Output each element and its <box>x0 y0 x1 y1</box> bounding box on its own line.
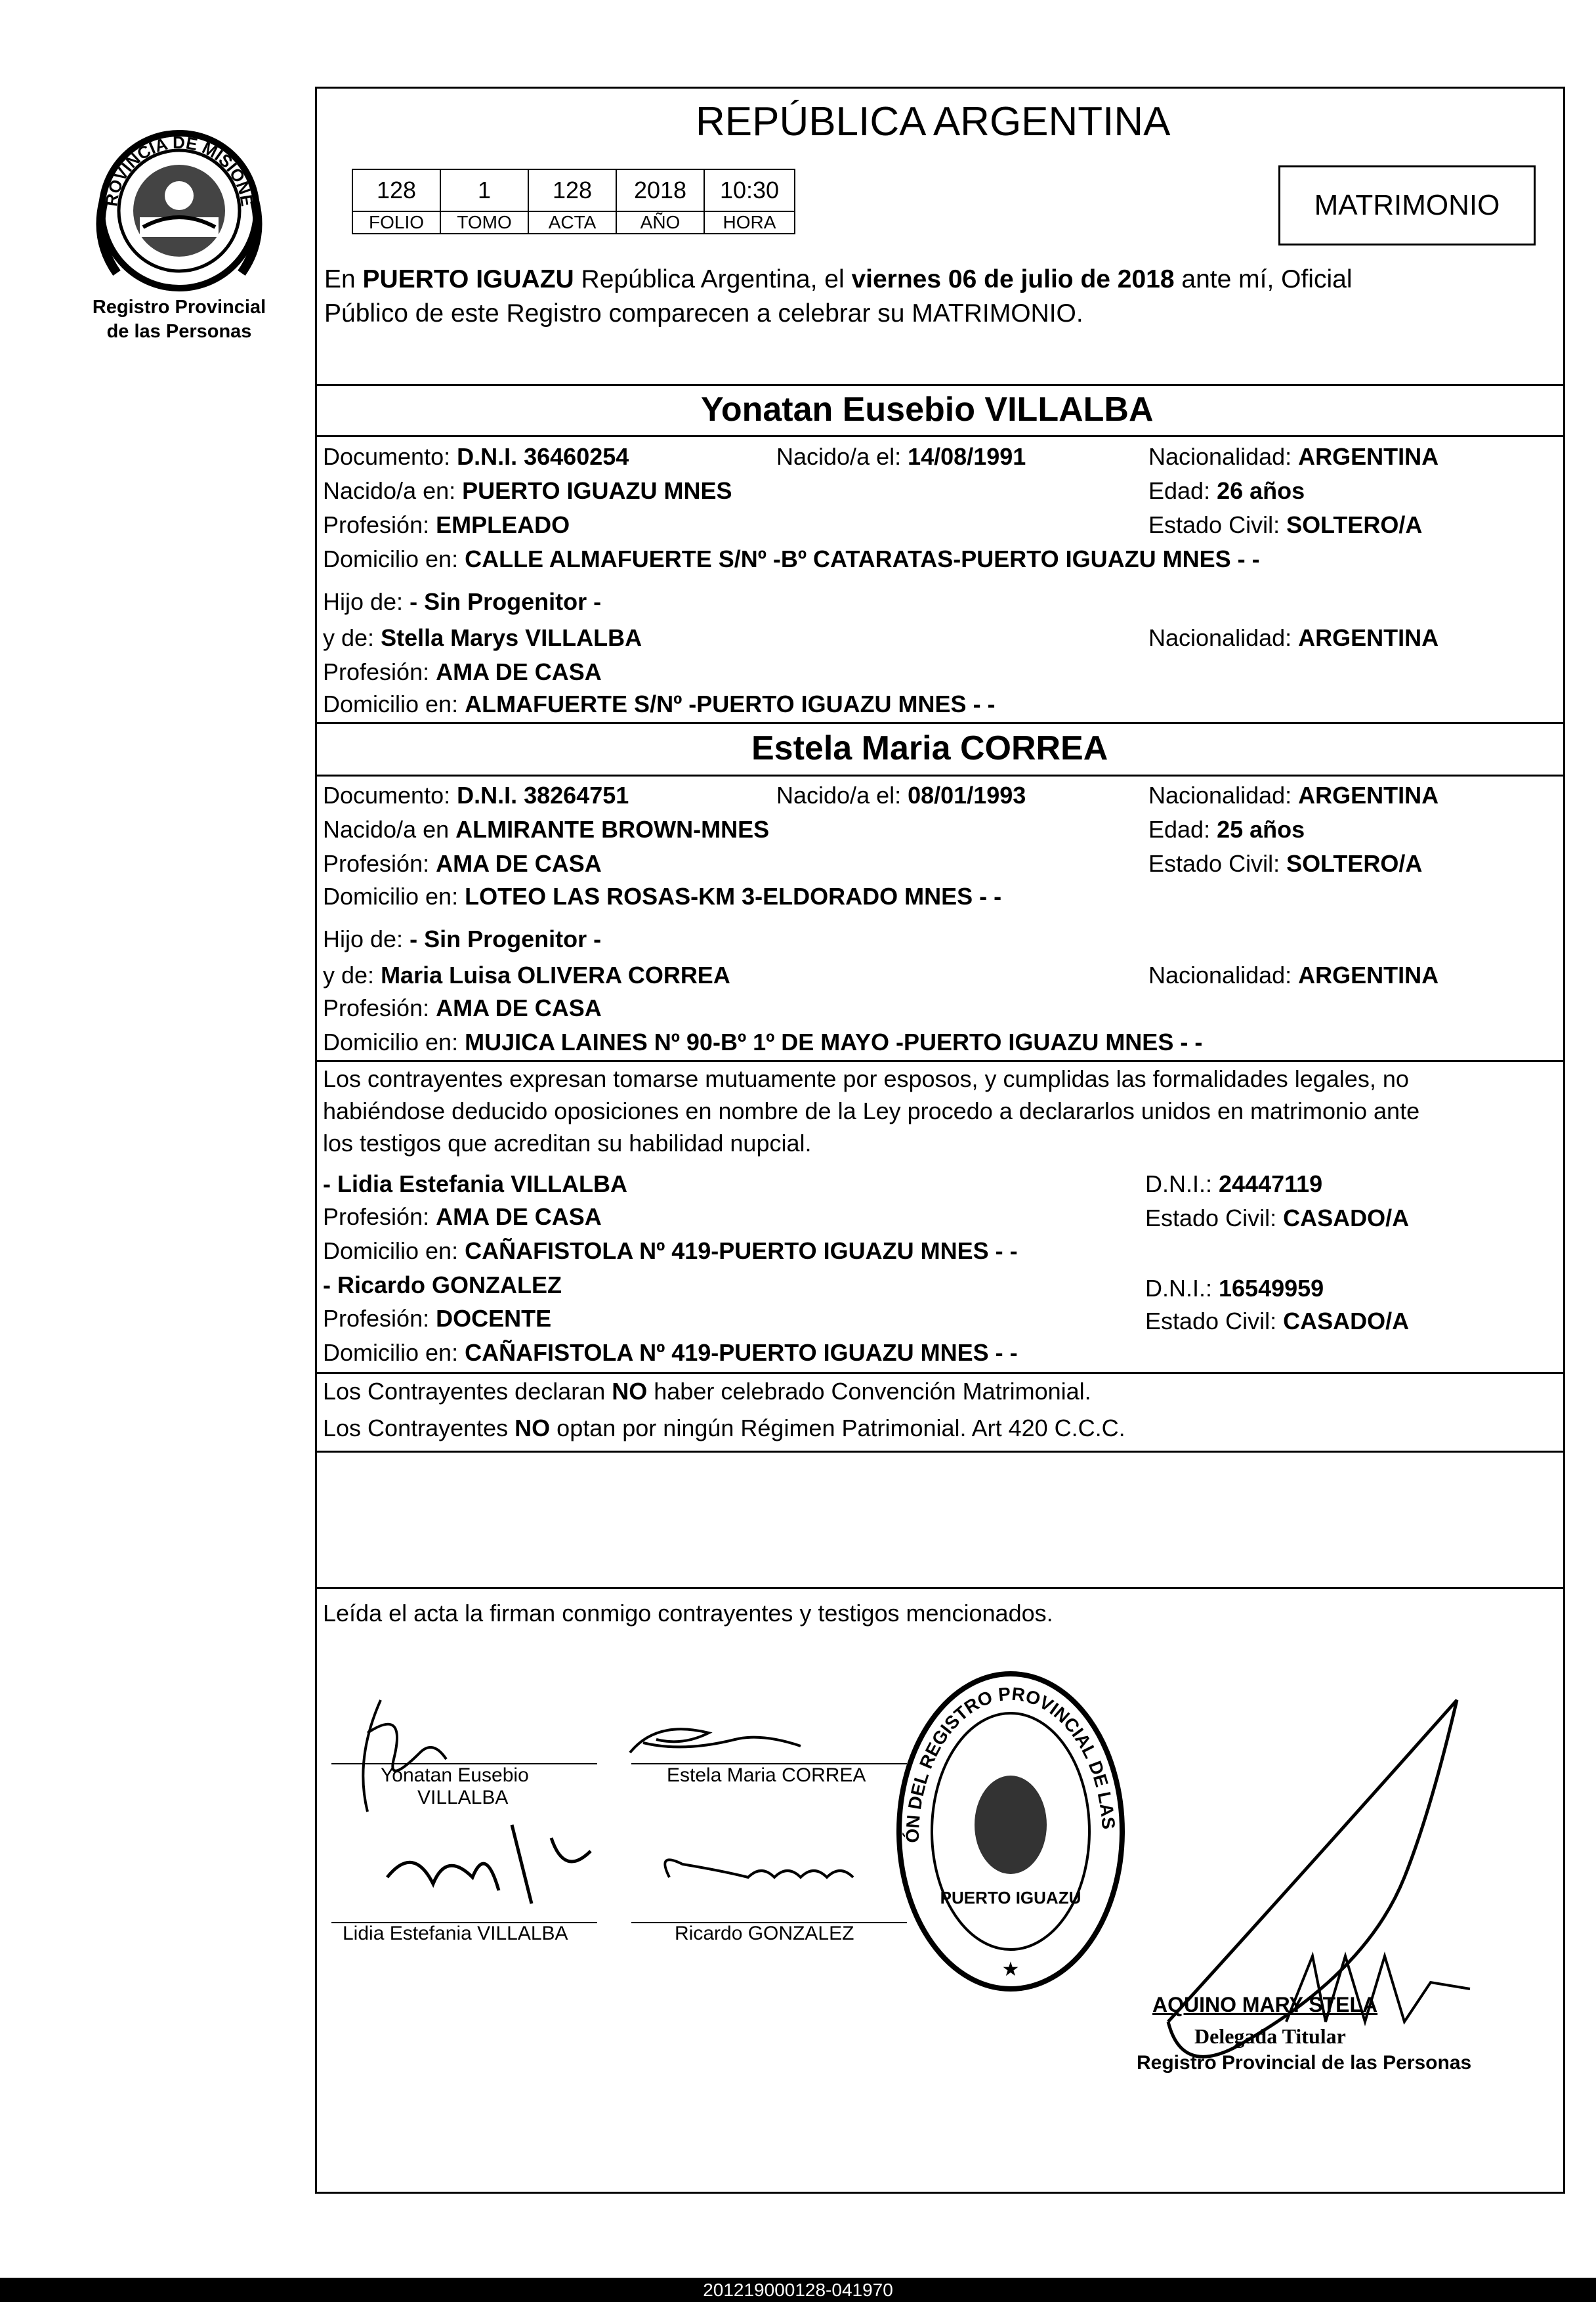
label: Estado Civil: <box>1145 1308 1284 1334</box>
label: Domicilio en: <box>323 1237 465 1264</box>
text: Los Contrayentes declaran <box>323 1378 612 1405</box>
label: Nacido/a el: <box>776 782 908 809</box>
groom-mother-address <box>323 687 996 721</box>
label: Profesión: <box>323 511 436 538</box>
label: Nacionalidad: <box>1148 962 1299 989</box>
value: ALMIRANTE BROWN-MNES <box>455 816 770 843</box>
bride-address <box>323 880 1001 914</box>
record-type-box: MATRIMONIO <box>1278 165 1536 245</box>
label: D.N.I.: <box>1145 1275 1219 1302</box>
provincial-seal <box>91 122 268 299</box>
label: Nacido/a en <box>323 816 456 843</box>
label: Hijo de: <box>323 588 410 615</box>
text: Los Contrayentes <box>323 1415 515 1441</box>
value: SOLTERO/A <box>1286 511 1423 538</box>
witness-1-signature-label: Lidia Estefania VILLALBA <box>343 1923 568 1944</box>
label: Estado Civil: <box>1148 511 1287 538</box>
intro-text: República Argentina, el <box>574 265 852 293</box>
bride-profession <box>323 847 602 881</box>
bride-civil-status <box>1148 847 1422 881</box>
witness-1-dni <box>1145 1167 1322 1201</box>
emphasis: NO <box>612 1378 648 1405</box>
stamp-center-text: PUERTO IGUAZU <box>940 1888 1082 1908</box>
value: 24447119 <box>1219 1170 1323 1197</box>
reading-statement: Leída el acta la firman conmigo contrayentes y testigos mencionados. <box>323 1600 1053 1627</box>
label: Nacionalidad: <box>1148 443 1299 470</box>
value: AMA DE CASA <box>436 1203 602 1230</box>
groom-signature-label-2: VILLALBA <box>417 1787 509 1808</box>
bride-mother <box>323 958 730 992</box>
groom-birth-place <box>323 474 732 508</box>
label: Profesión: <box>323 658 436 685</box>
acta-value: 128 <box>528 169 616 211</box>
label: y de: <box>323 624 381 651</box>
emphasis: NO <box>514 1415 551 1441</box>
groom-name: Yonatan Eusebio VILLALBA <box>701 391 1154 429</box>
witness-2-signature-label: Ricardo GONZALEZ <box>675 1923 854 1944</box>
bride-mother-address <box>323 1025 1202 1059</box>
label: Nacido/a el: <box>776 443 908 470</box>
official-title: Delegada Titular <box>1194 2024 1346 2048</box>
label: Nacionalidad: <box>1148 782 1299 809</box>
value: SOLTERO/A <box>1286 850 1423 877</box>
value: D.N.I. 36460254 <box>457 443 629 470</box>
label: Profesión: <box>323 1305 436 1332</box>
label: Profesión: <box>323 1203 436 1230</box>
bride-father <box>323 922 601 956</box>
hora-value: 10:30 <box>704 169 795 211</box>
label: Domicilio en: <box>323 545 465 572</box>
bride-document <box>323 778 629 813</box>
convention-statement <box>323 1375 1091 1409</box>
value: MUJICA LAINES Nº 90-Bº 1º DE MAYO -PUERTO IGUAZU MNES - - <box>465 1029 1203 1055</box>
label: Documento: <box>323 782 457 809</box>
bride-mother-profession <box>323 991 602 1025</box>
bride-name: Estela Maria CORREA <box>751 729 1108 767</box>
witness-1-civil-status <box>1145 1201 1409 1235</box>
star-icon: ★ <box>1001 1959 1020 1980</box>
intro-date: viernes 06 de julio de 2018 <box>851 265 1175 293</box>
intro-city: PUERTO IGUAZU <box>362 265 574 293</box>
bride-age <box>1148 813 1305 847</box>
value: D.N.I. 38264751 <box>457 782 629 809</box>
folio-value: 128 <box>352 169 440 211</box>
label: Domicilio en: <box>323 883 465 910</box>
value: EMPLEADO <box>436 511 570 538</box>
label: Edad: <box>1148 816 1217 843</box>
value: ARGENTINA <box>1298 962 1439 989</box>
value: LOTEO LAS ROSAS-KM 3-ELDORADO MNES - - <box>465 883 1002 910</box>
declaration-line-2: habiéndose deducido oposiciones en nombre de la Ley procedo a declararlos unidos en matrimonio ante <box>323 1098 1420 1124</box>
value: CAÑAFISTOLA Nº 419-PUERTO IGUAZU MNES - - <box>465 1339 1018 1366</box>
bride-signature-label: Estela Maria CORREA <box>667 1764 866 1786</box>
label: Domicilio en: <box>323 1339 465 1366</box>
groom-document <box>323 440 629 474</box>
groom-civil-status <box>1148 508 1422 542</box>
record-codes-table <box>352 169 795 234</box>
value: - Sin Progenitor - <box>410 926 602 952</box>
label: Profesión: <box>323 850 436 877</box>
intro-line-2: Público de este Registro comparecen a celebrar su MATRIMONIO. <box>324 299 1083 328</box>
value: 26 años <box>1217 477 1305 504</box>
groom-signature-label-1: Yonatan Eusebio <box>381 1764 529 1786</box>
label: Domicilio en: <box>323 691 465 717</box>
anio-value: 2018 <box>616 169 704 211</box>
witness-1-address <box>323 1234 1018 1268</box>
intro-text: ante mí, Oficial <box>1174 265 1353 293</box>
value: ARGENTINA <box>1298 443 1439 470</box>
intro-line-1 <box>324 263 1353 297</box>
value: AMA DE CASA <box>436 658 602 685</box>
witness-2-civil-status <box>1145 1304 1409 1338</box>
groom-nationality <box>1148 440 1438 474</box>
value: CALLE ALMAFUERTE S/Nº -Bº CATARATAS-PUERTO IGUAZU MNES - - <box>465 545 1260 572</box>
anio-label: AÑO <box>616 211 704 234</box>
value: 25 años <box>1217 816 1305 843</box>
stamp-ring-text: ÓN DEL REGISTRO PROVINCIAL DE LAS <box>902 1683 1119 1843</box>
bride-birth-place <box>323 813 769 847</box>
witness-2-address <box>323 1336 1018 1370</box>
value: CASADO/A <box>1283 1308 1410 1334</box>
value: ALMAFUERTE S/Nº -PUERTO IGUAZU MNES - - <box>465 691 996 717</box>
value: DOCENTE <box>436 1305 552 1332</box>
groom-mother-nationality <box>1148 621 1438 655</box>
value: - Sin Progenitor - <box>410 588 602 615</box>
label: Domicilio en: <box>323 1029 465 1055</box>
regime-statement <box>323 1411 1125 1445</box>
acta-label: ACTA <box>528 211 616 234</box>
value: AMA DE CASA <box>436 850 602 877</box>
label: Nacido/a en: <box>323 477 463 504</box>
value: PUERTO IGUAZU MNES <box>462 477 732 504</box>
label: Estado Civil: <box>1148 850 1287 877</box>
label: Profesión: <box>323 994 436 1021</box>
footer-code: 201219000128-041970 <box>0 2278 1596 2302</box>
hora-label: HORA <box>704 211 795 234</box>
witness-1-name: - Lidia Estefania VILLALBA <box>323 1170 628 1197</box>
label: Edad: <box>1148 477 1217 504</box>
witness-2-name: - Ricardo GONZALEZ <box>323 1271 562 1298</box>
value: 08/01/1993 <box>908 782 1026 809</box>
bride-mother-nationality <box>1148 958 1438 992</box>
bride-birth-date <box>776 778 1026 813</box>
bride-nationality <box>1148 778 1438 813</box>
groom-age <box>1148 474 1305 508</box>
value: 16549959 <box>1219 1275 1324 1302</box>
label: D.N.I.: <box>1145 1170 1219 1197</box>
value: CAÑAFISTOLA Nº 419-PUERTO IGUAZU MNES - - <box>465 1237 1018 1264</box>
declaration-line-1: Los contrayentes expresan tomarse mutuamente por esposos, y cumplidas las formalidades legales, no <box>323 1065 1409 1092</box>
witness-2-dni <box>1145 1271 1324 1306</box>
official-office: Registro Provincial de las Personas <box>1137 2052 1472 2074</box>
value: Stella Marys VILLALBA <box>381 624 642 651</box>
label: Nacionalidad: <box>1148 624 1299 651</box>
value: AMA DE CASA <box>436 994 602 1021</box>
value: Maria Luisa OLIVERA CORREA <box>381 962 730 989</box>
folio-label: FOLIO <box>352 211 440 234</box>
tomo-label: TOMO <box>440 211 528 234</box>
page-title: REPÚBLICA ARGENTINA <box>696 99 1171 144</box>
label: y de: <box>323 962 381 989</box>
text: haber celebrado Convención Matrimonial. <box>647 1378 1091 1405</box>
value: CASADO/A <box>1283 1204 1410 1231</box>
value: ARGENTINA <box>1298 624 1439 651</box>
value: ARGENTINA <box>1298 782 1439 809</box>
witness-2-profession <box>323 1302 551 1336</box>
label: Hijo de: <box>323 926 410 952</box>
groom-mother-profession <box>323 655 602 689</box>
groom-address <box>323 542 1260 576</box>
label: Estado Civil: <box>1145 1204 1284 1231</box>
groom-mother <box>323 621 642 655</box>
declaration-line-3: los testigos que acreditan su habilidad nupcial. <box>323 1130 812 1157</box>
label: Documento: <box>323 443 457 470</box>
groom-profession <box>323 508 570 542</box>
seal-ring-text: ROVINCIA DE MISIONE <box>101 132 257 208</box>
official-stamp <box>892 1667 1129 1995</box>
value: 14/08/1991 <box>908 443 1026 470</box>
groom-father <box>323 585 601 619</box>
seal-caption-2: de las Personas <box>106 321 252 342</box>
witness-1-profession <box>323 1200 602 1234</box>
tomo-value: 1 <box>440 169 528 211</box>
seal-caption-1: Registro Provincial <box>92 297 266 318</box>
official-name: AQUINO MARY STELA <box>1152 1993 1378 2016</box>
groom-birth-date <box>776 440 1026 474</box>
text: optan por ningún Régimen Patrimonial. Art 420 C.C.C. <box>550 1415 1125 1441</box>
intro-text: En <box>324 265 363 293</box>
